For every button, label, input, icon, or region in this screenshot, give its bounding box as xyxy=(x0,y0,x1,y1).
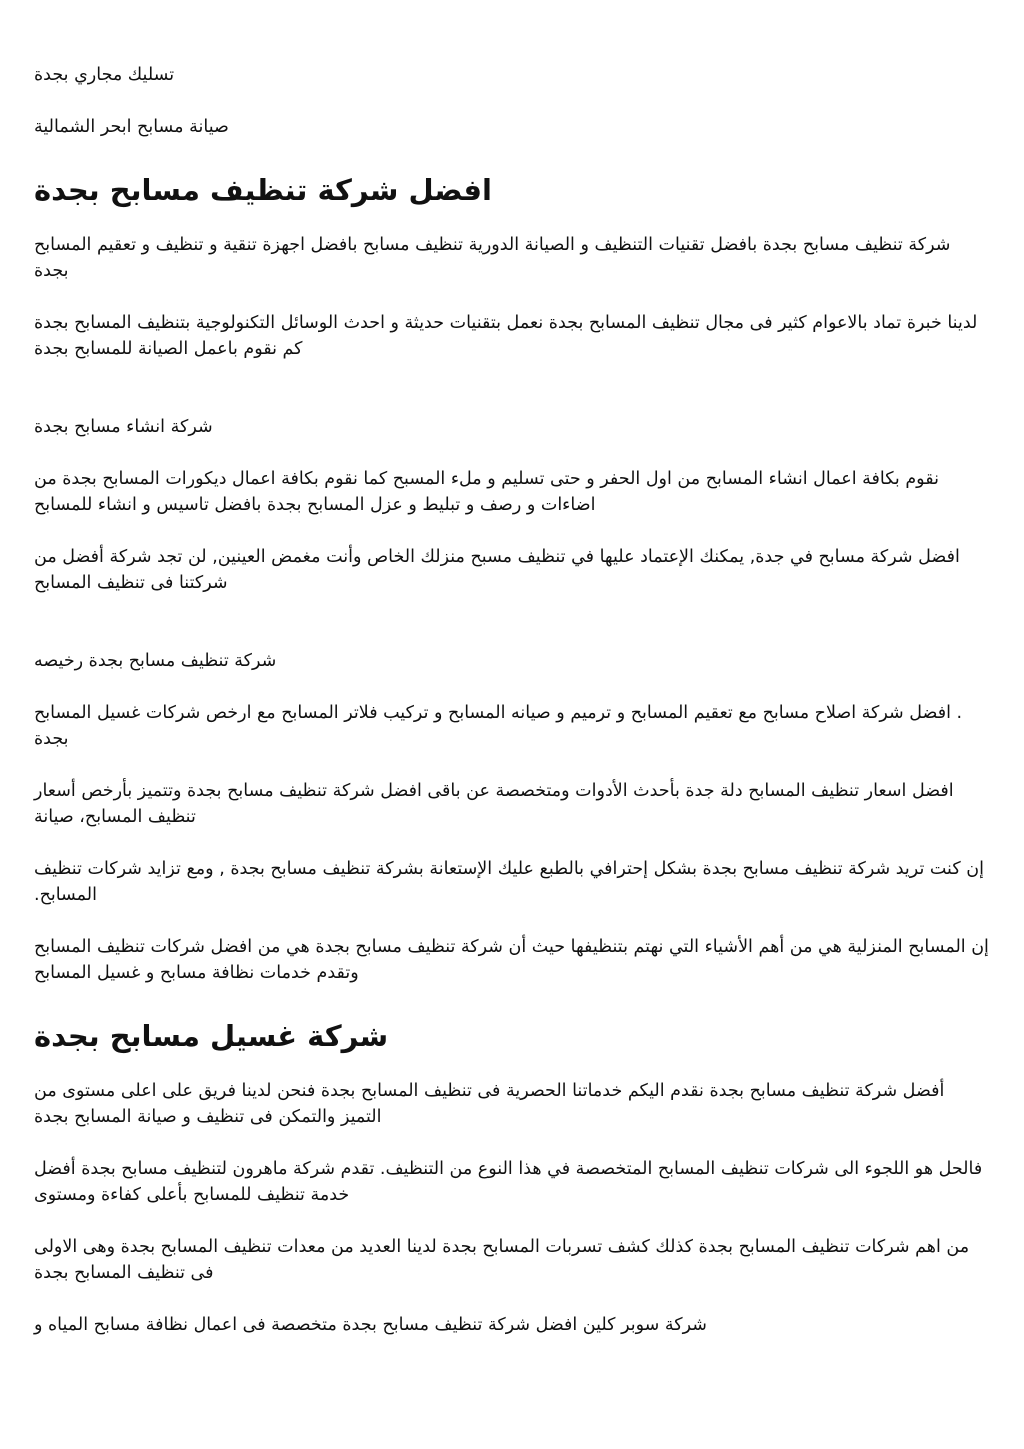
paragraph-professional: إن كنت تريد شركة تنظيف مسابح بجدة بشكل إحترافي بالطبع عليك الإستعانة بشركة تنظيف مسابح بجدة , ومع تزايد شركات تنظيف المسابح. xyxy=(34,859,984,905)
text-line-sewer-unclogging: تسليك مجاري بجدة xyxy=(34,65,175,85)
paragraph-cleaning-techniques: شركة تنظيف مسابح بجدة بافضل تقنيات التنظيف و الصيانة الدورية تنظيف مسابح بافضل اجهزة تنقية و تنظيف و تعقيم المسابح بجدة xyxy=(34,235,951,281)
heading-best-pool-cleaning-company: افضل شركة تنظيف مسابح بجدة xyxy=(34,173,492,207)
paragraph-home-pools: إن المسابح المنزلية هي من أهم الأشياء التي نهتم بتنظيفها حيث أن شركة تنظيف مسابح بجدة هي من افضل شركات تنظيف المسابح وتقدم خدمات نظافة مسابح و غسيل المسابح xyxy=(34,937,989,983)
paragraph-best-company: افضل شركة مسابح في جدة, يمكنك الإعتماد عليها في تنظيف مسبح منزلك الخاص وأنت مغمض العينين, لن تجد شركة أفضل من شركتنا فى تنظيف المسابح xyxy=(34,547,960,593)
text-line-pool-maintenance-obhur: صيانة مسابح ابحر الشمالية xyxy=(34,117,229,137)
paragraph-specialized-companies: فالحل هو اللجوء الى شركات تنظيف المسابح المتخصصة في هذا النوع من التنظيف. تقدم شركة ماهرون لتنظيف مسابح بجدة أفضل خدمة تنظيف للمسابح بأعلى كفاءة ومستوى xyxy=(34,1159,983,1205)
paragraph-prices: افضل اسعار تنظيف المسابح دلة جدة بأحدث الأدوات ومتخصصة عن باقى افضل شركة تنظيف مسابح بجدة وتتميز بأرخص أسعار تنظيف المسابح، صيانة xyxy=(34,781,954,827)
paragraph-super-clean: شركة سوبر كلين افضل شركة تنظيف مسابح بجدة متخصصة فى اعمال نظافة مسابح المياه و xyxy=(34,1315,707,1335)
paragraph-construction-works: نقوم بكافة اعمال انشاء المسابح من اول الحفر و حتى تسليم و ملء المسبح كما نقوم بكافة اعمال ديكورات المسابح بجدة من اضاءات و رصف و تبليط و عزل المسابح بجدة بافضل تاسيس و انشاء للمسابح xyxy=(34,469,939,515)
paragraph-leak-detection: من اهم شركات تنظيف المسابح بجدة كذلك كشف تسربات المسابح بجدة لدينا العديد من معدات تنظيف المسابح بجدة وهى الاولى فى تنظيف المسابح بجدة xyxy=(34,1237,970,1283)
paragraph-exclusive-services: أفضل شركة تنظيف مسابح بجدة نقدم اليكم خدماتنا الحصرية فى تنظيف المسابح بجدة فنحن لدينا فريق على اعلى مستوى من التميز والتمكن فى تنظيف و صيانة المسابح بجدة xyxy=(34,1081,945,1127)
text-line-pool-construction: شركة انشاء مسابح بجدة xyxy=(34,417,213,437)
paragraph-experience: لدينا خبرة تماد بالاعوام كثير فى مجال تنظيف المسابح بجدة نعمل بتقنيات حديثة و احدث الوسائل التكنولوجية بتنظيف المسابح بجدة كم نقوم باعمل الصيانة للمسابح بجدة xyxy=(34,313,978,359)
paragraph-repair-filters: . افضل شركة اصلاح مسابح مع تعقيم المسابح و ترميم و صيانه المسابح و تركيب فلاتر المسابح مع ارخص شركات غسيل المسابح بجدة xyxy=(34,703,963,749)
heading-pool-washing-company: شركة غسيل مسابح بجدة xyxy=(34,1019,389,1053)
text-line-cheap-cleaning: شركة تنظيف مسابح بجدة رخيصه xyxy=(34,651,277,671)
